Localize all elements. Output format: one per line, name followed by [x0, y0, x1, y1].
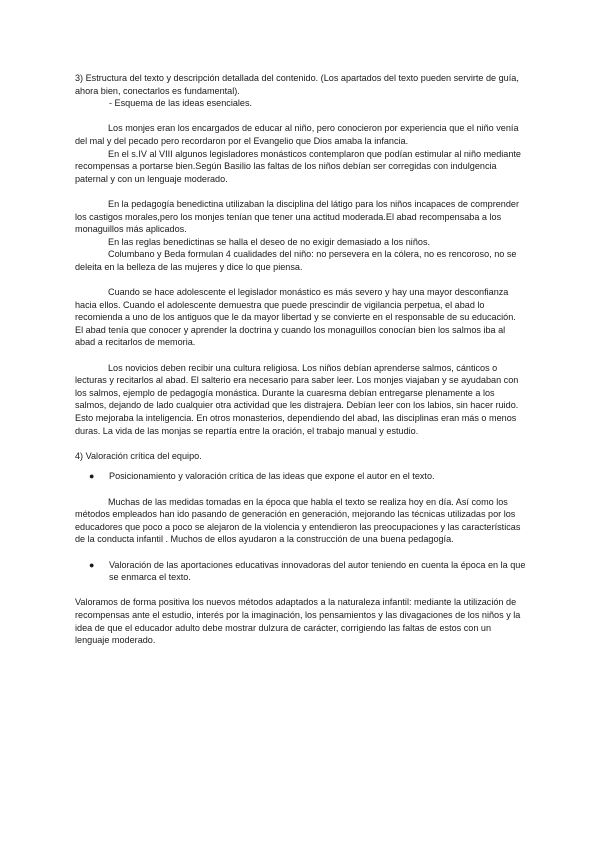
bullet-icon: ●	[89, 559, 95, 570]
paragraph-adolescente: Cuando se hace adolescente el legislador monástico es más severo y hay una mayor desconfianza hacia ellos. Cuando el adolescente demuestra que puede prescindir de vigilancia perpetua, el abad lo recomienda a uno de los antiguos que le da mayor libertad y se convierte en el responsable de su educación.	[75, 287, 516, 323]
paragraph-abad: El abad tenía que conocer y aprender la doctrina y cuando los monaguillos conocían bien los salmos iba al abad a recitarlos de memoria.	[75, 324, 506, 348]
paragraph-reglas: En las reglas benedictinas se halla el deseo de no exigir demasiado a los niños.	[108, 236, 431, 247]
outline-subitem: - Esquema de las ideas esenciales.	[109, 98, 253, 109]
bullet-item-aportaciones	[75, 559, 526, 584]
bullet-icon: ●	[89, 471, 95, 482]
bullet-text: Valoración de las aportaciones educativas innovadoras del autor teniendo en cuenta la época en la que se enmarca el texto.	[109, 559, 526, 583]
bullet-text: Posicionamiento y valoración crítica de las ideas que expone el autor en el texto.	[109, 471, 435, 482]
paragraph-cualidades: Columbano y Beda formulan 4 cualidades del niño: no persevera en la cólera, no es rencoroso, no se deleita en la belleza de las mujeres y dice lo que piensa.	[75, 249, 517, 272]
section-3-heading: 3) Estructura del texto y descripción detallada del contenido. (Los apartados del texto pueden servirte de guía, ahora bien, conectarlos es fundamental).	[75, 73, 519, 96]
paragraph-valoramos: Valoramos de forma positiva los nuevos métodos adaptados a la naturaleza infantil: mediante la utilización de recompensas ante el estudio, interés por la imaginación, los pensamientos y las divagaciones de los niños y la idea de que el educador adulto debe mostrar dulzura de carácter, corrigiendo las faltas de estos con un lenguaje moderado.	[75, 597, 521, 646]
paragraph-legisladores: En el s.IV al VIII algunos legisladores monásticos contemplaron que podían estimular al niño mediante recompensas a portarse bien.Según Basilio las faltas de los niños debían ser corregidas con indulgencia paternal y con un lenguaje moderado.	[75, 148, 521, 184]
paragraph-monjes: Los monjes eran los encargados de educar al niño, pero conocieron por experiencia que el niño venía del mal y del pecado pero recordaron por el Evangelio que Dios amaba la infancia.	[75, 123, 519, 146]
paragraph-novicios: Los novicios deben recibir una cultura religiosa. Los niños debían aprenderse salmos, cánticos o lecturas y recitarlos al abad. El salterio era necesario para saber leer. Los monjes viajaban y se ayudaban con los salmos, ejemplo de pedagogía monástica. Durante la cuaresma debían entregarse plenamente a los salmos, dejando de lado cualquier otra actividad que les distrajera. Debían leer con los labios, sin hacer ruido. Esto mejoraba la inteligencia. En otros monasterios, dependiendo del abad, las disciplinas eran más o menos duras. La vida de las monjas se repartía entre la oración, el trabajo manual y estudio.	[75, 362, 519, 436]
paragraph-medidas: Muchas de las medidas tomadas en la época que habla el texto se realiza hoy en día. Así como los métodos empleados han ido pasando de generación en generación, mejorando las técnicas utilizadas por los educadores que poco a poco se alejaron de la violencia y entendieron las preocupaciones y las características de la conducta infantil . Muchos de ellos ayudaron a la construcción de una buena pedagogía.	[75, 496, 521, 545]
bullet-item-posicionamiento	[75, 470, 526, 483]
paragraph-benedictina: En la pedagogía benedictina utilizaban la disciplina del látigo para los niños incapaces de comprender los castigos morales,pero los monjes tenían que tener una actitud moderada.El abad recompensaba a los monaguillos más aplicados.	[75, 198, 520, 235]
section-4-heading: 4) Valoración crítica del equipo.	[75, 450, 202, 461]
